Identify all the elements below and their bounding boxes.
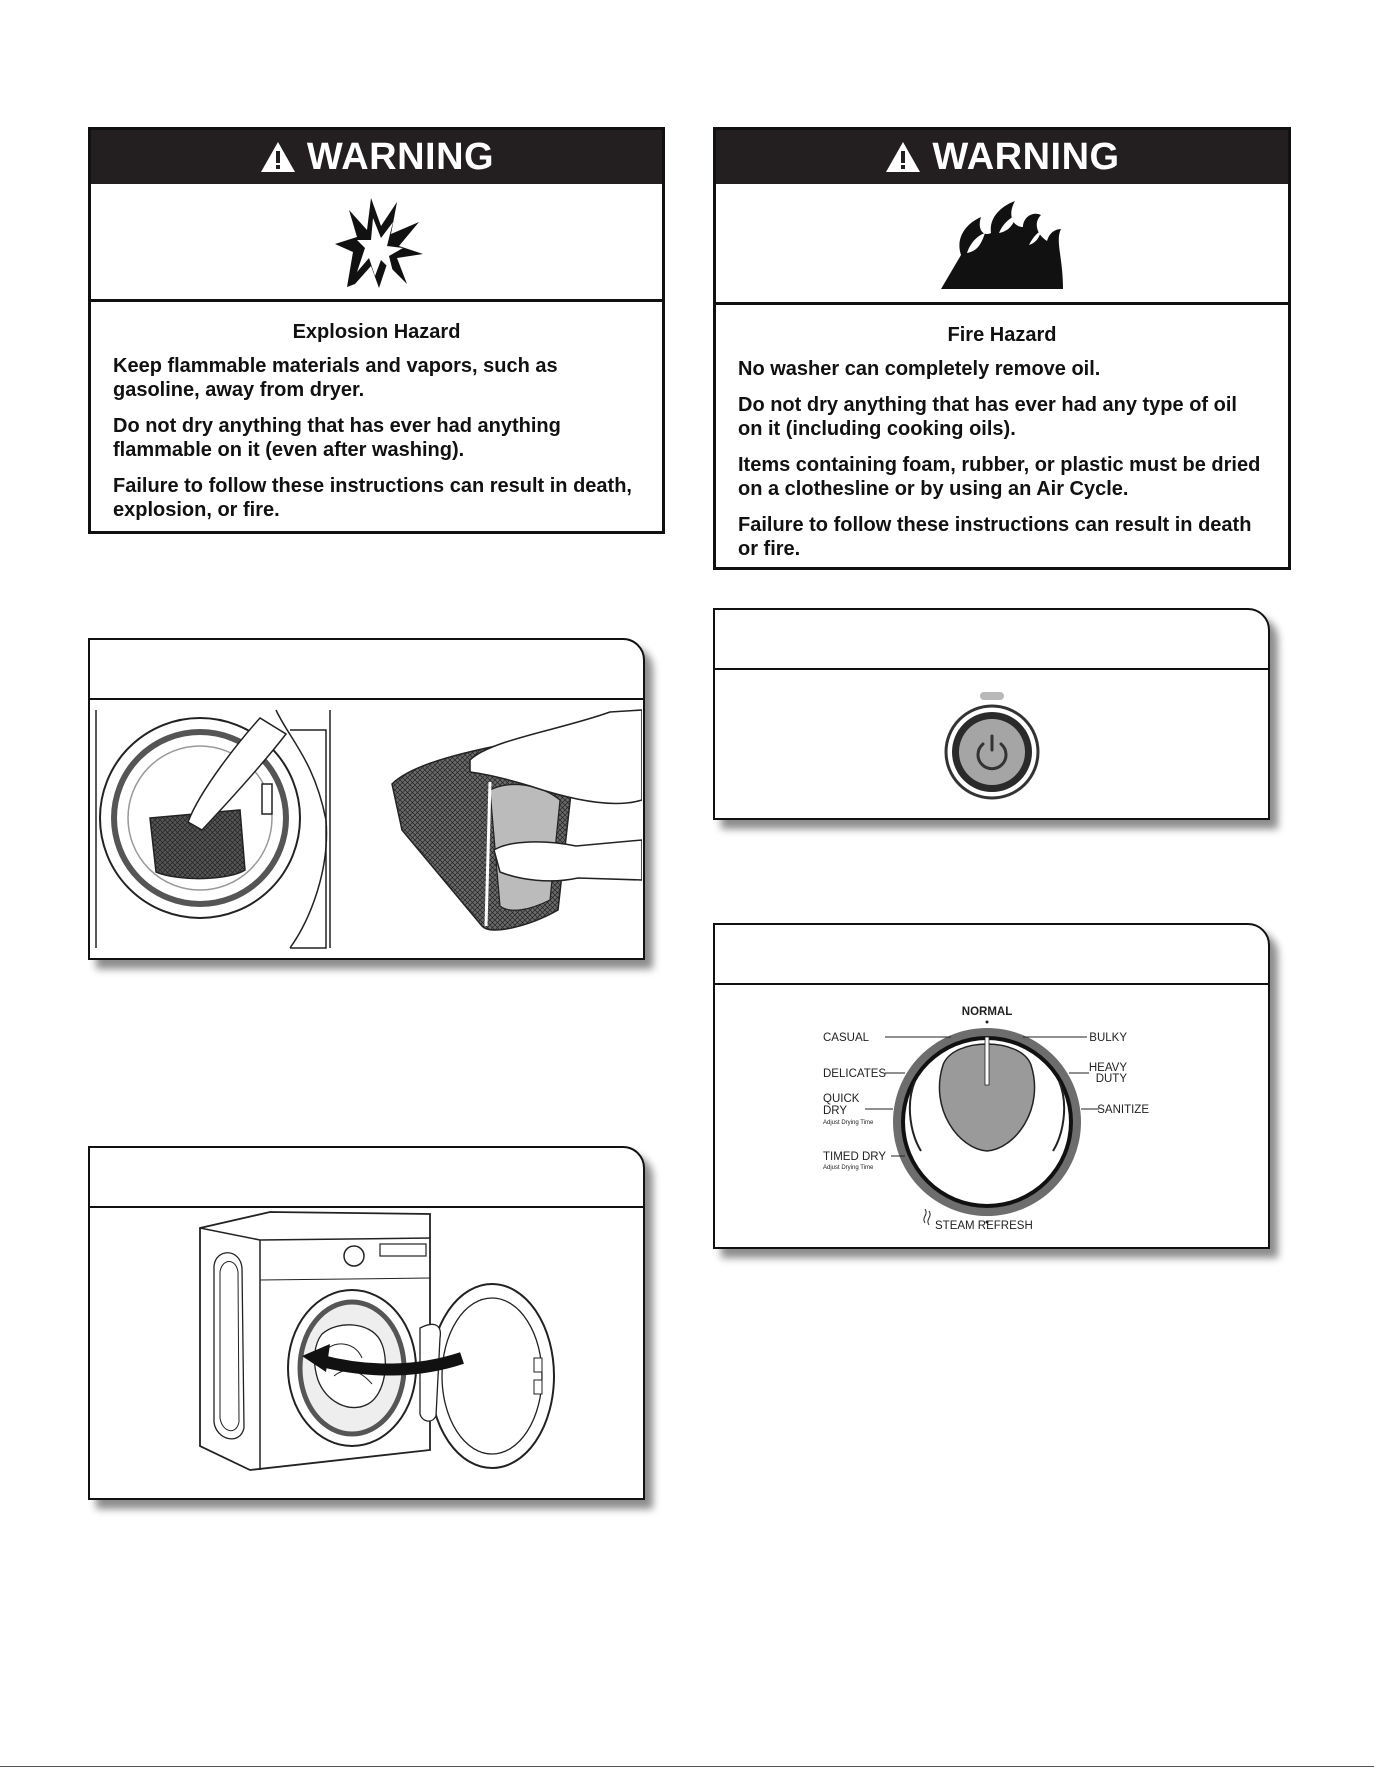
card-header bbox=[715, 925, 1268, 985]
fire-warning-text bbox=[716, 305, 1288, 561]
warning-line: Items containing foam, rubber, or plastic must be dried on a clothesline or by using an Air Cycle. bbox=[738, 454, 1261, 500]
warning-line: Do not dry anything that has ever had anything flammable on it (even after washing). bbox=[113, 415, 561, 461]
fire-warning-box bbox=[713, 127, 1291, 570]
card-header bbox=[90, 1148, 643, 1208]
warning-heading: WARNING bbox=[306, 135, 495, 178]
dial-label-normal: NORMAL bbox=[961, 1006, 1013, 1018]
warning-line: Do not dry anything that has ever had any type of oil on it (including cooking oils). bbox=[738, 394, 1237, 440]
dial-label-delicates: DELICATES bbox=[823, 1068, 887, 1080]
card-header bbox=[90, 640, 643, 700]
warning-triangle-icon bbox=[259, 140, 297, 174]
hazard-title: Fire Hazard bbox=[947, 324, 1057, 346]
fire-icon bbox=[937, 193, 1067, 293]
warning-heading: WARNING bbox=[932, 135, 1120, 178]
warning-header bbox=[716, 130, 1288, 184]
dial-sublabel-timed-dry: Adjust Drying Time bbox=[823, 1165, 874, 1171]
dial-label-heavy: HEAVY bbox=[1088, 1062, 1127, 1074]
fire-icon-row bbox=[716, 184, 1288, 305]
dial-label-bulky: BULKY bbox=[1089, 1032, 1127, 1044]
dial-label-sanitize: SANITIZE bbox=[1097, 1104, 1149, 1116]
lint-screen-card bbox=[88, 638, 645, 960]
dial-label-dry: DRY bbox=[823, 1105, 848, 1117]
dial-label-steam-refresh: STEAM REFRESH bbox=[935, 1220, 1033, 1232]
power-button-illustration bbox=[715, 670, 1268, 818]
explosion-warning-text bbox=[91, 302, 662, 522]
lint-screen-illustration bbox=[90, 700, 643, 958]
dial-label-duty: DUTY bbox=[1095, 1073, 1127, 1085]
steam-icon bbox=[924, 1209, 930, 1225]
cycle-dial-illustration bbox=[715, 985, 1268, 1247]
power-button-card bbox=[713, 608, 1270, 820]
load-dryer-card bbox=[88, 1146, 645, 1500]
warning-line: Failure to follow these instructions can result in death, explosion, or fire. bbox=[113, 475, 632, 521]
explosion-icon bbox=[327, 192, 427, 292]
explosion-warning-box bbox=[88, 127, 665, 534]
dial-label-timed-dry: TIMED DRY bbox=[823, 1151, 887, 1163]
warning-line: No washer can completely remove oil. bbox=[738, 358, 1101, 380]
footer-rule bbox=[0, 1766, 1374, 1767]
warning-header bbox=[91, 130, 662, 184]
card-header bbox=[715, 610, 1268, 670]
explosion-icon-row bbox=[91, 184, 662, 302]
cycle-selector-card bbox=[713, 923, 1270, 1249]
dial-sublabel-quick-dry: Adjust Drying Time bbox=[823, 1120, 874, 1126]
load-dryer-illustration bbox=[90, 1208, 643, 1498]
warning-line: Failure to follow these instructions can result in death or fire. bbox=[738, 514, 1252, 560]
dial-label-quick: QUICK bbox=[823, 1093, 860, 1105]
hazard-title: Explosion Hazard bbox=[292, 321, 461, 343]
dial-label-casual: CASUAL bbox=[823, 1032, 870, 1044]
warning-triangle-icon bbox=[884, 140, 922, 174]
warning-line: Keep flammable materials and vapors, such as gasoline, away from dryer. bbox=[113, 355, 558, 401]
